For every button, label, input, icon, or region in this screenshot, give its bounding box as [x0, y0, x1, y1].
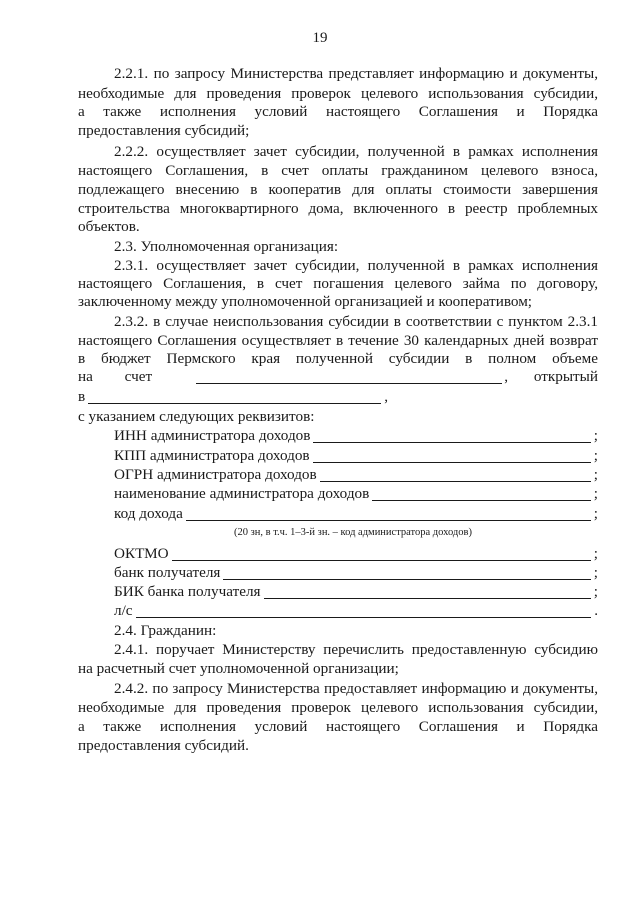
income-code-label: код дохода: [114, 505, 183, 522]
page-number: 19: [312, 30, 328, 46]
paragraph-2-2-2-line-2: настоящего Соглашения, в счет оплаты гражданином целевого взноса,: [78, 162, 598, 179]
income-code-blank[interactable]: [186, 506, 591, 521]
personal-account-end: .: [594, 602, 598, 619]
paragraph-2-2-1-line-2: необходимые для проведения проверок целевого использования субсидии,: [78, 85, 598, 102]
ogrn-blank[interactable]: [320, 467, 591, 482]
section-2-3-heading: 2.3. Уполномоченная организация:: [114, 238, 339, 255]
recipient-bank-field: [114, 563, 598, 583]
income-code-end: ;: [593, 505, 598, 522]
income-code-note: (20 зн, в т.ч. 1–3-й зн. – код администратора доходов): [234, 527, 472, 538]
section-2-4-heading: 2.4. Гражданин:: [114, 622, 217, 639]
oktmo-end: ;: [593, 545, 598, 562]
kpp-end: ;: [593, 447, 598, 464]
paragraph-2-4-1-line-1: 2.4.1. поручает Министерству перечислить предоставленную субсидию: [114, 641, 598, 658]
paragraph-2-3-2-line-3: в бюджет Пермского края полученной субсидии в полном объеме: [78, 350, 598, 367]
bik-blank[interactable]: [264, 584, 591, 599]
oktmo-label: ОКТМО: [114, 545, 169, 562]
admin-name-blank[interactable]: [372, 486, 590, 501]
paragraph-2-3-1-line-2: настоящего Соглашения, в счет погашения целевого займа по договору,: [78, 275, 598, 292]
paragraph-2-3-1-line-1: 2.3.1. осуществляет зачет субсидии, полученной в рамках исполнения: [114, 257, 598, 274]
paragraph-2-2-1-line-3: а также исполнения условий настоящего Соглашения и Порядка: [78, 103, 598, 120]
personal-account-blank[interactable]: [136, 603, 592, 618]
ogrn-label: ОГРН администратора доходов: [114, 466, 317, 483]
account-prefix: на счет: [78, 368, 153, 385]
requisites-intro: с указанием следующих реквизитов:: [78, 408, 315, 425]
inn-end: ;: [593, 427, 598, 444]
paragraph-2-2-2-line-5: объектов.: [78, 218, 140, 235]
ogrn-end: ;: [593, 466, 598, 483]
inn-label: ИНН администратора доходов: [114, 427, 311, 444]
oktmo-field: [114, 544, 598, 564]
paragraph-2-4-2-line-4: предоставления субсидий.: [78, 737, 249, 754]
bank-line-suffix: ,: [384, 388, 388, 405]
paragraph-2-2-2-line-3: подлежащего внесению в кооператив для оплаты стоимости завершения: [78, 181, 598, 198]
paragraph-2-2-1-line-4: предоставления субсидий;: [78, 122, 250, 139]
paragraph-2-4-1-line-2: на расчетный счет уполномоченной организации;: [78, 660, 399, 677]
paragraph-2-4-2-line-1: 2.4.2. по запросу Министерства предоставляет информацию и документы,: [114, 680, 598, 697]
kpp-blank[interactable]: [313, 448, 591, 463]
account-suffix: , открытый: [504, 368, 598, 385]
income-code-field: [114, 504, 598, 524]
personal-account-field: [114, 601, 598, 621]
recipient-bank-label: банк получателя: [114, 564, 221, 581]
recipient-bank-end: ;: [593, 564, 598, 581]
paragraph-2-2-1-line-1: 2.2.1. по запросу Министерства представляет информацию и документы,: [114, 65, 598, 82]
paragraph-2-4-2-line-2: необходимые для проведения проверок целевого использования субсидии,: [78, 699, 598, 716]
admin-name-end: ;: [593, 485, 598, 502]
bank-line-prefix: в: [78, 388, 86, 405]
admin-name-label: наименование администратора доходов: [114, 485, 370, 502]
paragraph-2-2-2-line-1: 2.2.2. осуществляет зачет субсидии, полученной в рамках исполнения: [114, 143, 598, 160]
inn-field: [114, 426, 598, 446]
bik-end: ;: [593, 583, 598, 600]
bik-field: [114, 582, 598, 602]
paragraph-2-4-2-line-3: а также исполнения условий настоящего Соглашения и Порядка: [78, 718, 598, 735]
account-line: [78, 367, 598, 387]
paragraph-2-3-1-line-3: заключенному между уполномоченной организацией и кооперативом;: [78, 293, 533, 310]
paragraph-2-3-2-line-1: 2.3.2. в случае неиспользования субсидии в соответствии с пунктом 2.3.1: [114, 313, 598, 330]
bank-line: [78, 387, 388, 407]
personal-account-label: л/с: [114, 602, 133, 619]
admin-name-field: [114, 484, 598, 504]
oktmo-blank[interactable]: [172, 546, 591, 561]
kpp-label: КПП администратора доходов: [114, 447, 310, 464]
recipient-bank-blank[interactable]: [223, 565, 590, 580]
account-number-blank[interactable]: [196, 369, 502, 384]
inn-blank[interactable]: [313, 428, 590, 443]
ogrn-field: [114, 465, 598, 485]
kpp-field: [114, 446, 598, 466]
bank-name-blank[interactable]: [88, 389, 381, 404]
paragraph-2-2-2-line-4: строительства многоквартирного дома, включенного в реестр проблемных: [78, 200, 598, 217]
paragraph-2-3-2-line-2: настоящего Соглашения осуществляет в течение 30 календарных дней возврат: [78, 332, 598, 349]
bik-label: БИК банка получателя: [114, 583, 261, 600]
